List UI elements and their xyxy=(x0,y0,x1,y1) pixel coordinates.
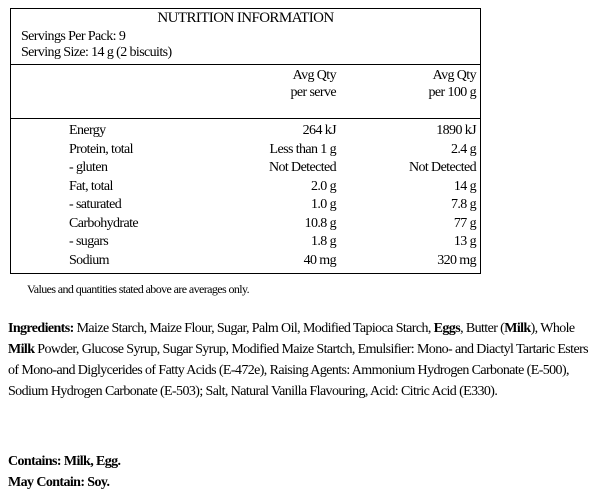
averages-note: Values and quantities stated above are averages only. xyxy=(27,282,249,296)
contains-statement: Contains: Milk, Egg. xyxy=(8,454,121,469)
ingredients-part: , Butter ( xyxy=(460,321,505,336)
panel-title: NUTRITION INFORMATION xyxy=(157,10,334,26)
allergen-milk: Milk xyxy=(504,321,531,336)
ingredients-text xyxy=(8,318,594,402)
divider xyxy=(11,64,480,65)
per-serve-value: 1.8 g xyxy=(310,234,336,249)
ingredients-label: Ingredients: xyxy=(8,321,74,336)
nutrient-name: Carbohydrate xyxy=(69,215,138,231)
per-100g-value: 2.4 g xyxy=(450,141,476,157)
may-contain-statement: May Contain: Soy. xyxy=(8,475,110,490)
per-100g-value: 13 g xyxy=(453,234,476,249)
nutrient-rows xyxy=(11,123,480,271)
nutrient-row xyxy=(11,123,480,142)
column-header-line: per 100 g xyxy=(428,85,476,100)
per-100g-value: 7.8 g xyxy=(450,197,476,212)
serving-size: Serving Size: 14 g (2 biscuits) xyxy=(21,45,172,60)
per-100g-value: 320 mg xyxy=(437,252,476,268)
nutrient-row xyxy=(11,234,480,253)
per-100g-value: Not Detected xyxy=(408,160,476,175)
per-serve-value: 10.8 g xyxy=(304,215,336,231)
divider xyxy=(11,118,480,119)
allergen-eggs: Eggs xyxy=(433,321,461,336)
nutrient-name: Protein, total xyxy=(69,141,133,157)
nutrient-row xyxy=(11,142,480,161)
nutrient-row xyxy=(11,253,480,272)
per-serve-value: Less than 1 g xyxy=(269,141,336,157)
nutrient-row xyxy=(11,179,480,198)
allergen-milk: Milk xyxy=(8,342,35,357)
nutrition-panel xyxy=(10,8,481,274)
per-serve-value: 264 kJ xyxy=(302,123,336,138)
nutrient-name: Sodium xyxy=(69,252,109,268)
per-serve-value: 2.0 g xyxy=(310,178,336,194)
per-serve-value: Not Detected xyxy=(268,160,336,175)
nutrient-row xyxy=(11,216,480,235)
column-header-per-serve xyxy=(290,67,336,101)
per-100g-value: 14 g xyxy=(453,178,476,194)
per-100g-value: 1890 kJ xyxy=(436,123,476,138)
column-header-line: Avg Qty xyxy=(432,68,476,83)
per-100g-value: 77 g xyxy=(453,215,476,231)
per-serve-value: 40 mg xyxy=(303,252,336,268)
nutrient-name: - sugars xyxy=(69,234,109,249)
nutrient-name: - gluten xyxy=(69,160,108,175)
nutrient-name: - saturated xyxy=(69,197,122,212)
column-header-line: Avg Qty xyxy=(292,68,336,83)
column-header-per-100g xyxy=(429,67,476,101)
nutrient-name: Energy xyxy=(69,123,106,138)
ingredients-part: Powder, Glucose Syrup, Sugar Syrup, Modified Maize Startch, Emulsifier: Mono- and Diactyl Tartaric Esters of Mono-and Diglycerides of Fatty Acids (E-472e), Raising Agents: Ammonium Hydrogen Carbonate (E-500), Sodium Hydrogen Carbonate (E-503); Salt, Natural Vanilla Flavouring, Acid: Citric Acid (E330). xyxy=(8,342,588,399)
nutrient-name: Fat, total xyxy=(69,178,113,194)
nutrient-row xyxy=(11,160,480,179)
nutrient-row xyxy=(11,197,480,216)
column-header-line: per serve xyxy=(290,85,336,100)
ingredients-part: Maize Starch, Maize Flour, Sugar, Palm Oil, Modified Tapioca Starch, xyxy=(73,321,434,336)
per-serve-value: 1.0 g xyxy=(310,197,336,212)
servings-per-pack: Servings Per Pack: 9 xyxy=(21,29,126,44)
ingredients-part: ), Whole xyxy=(530,321,575,336)
